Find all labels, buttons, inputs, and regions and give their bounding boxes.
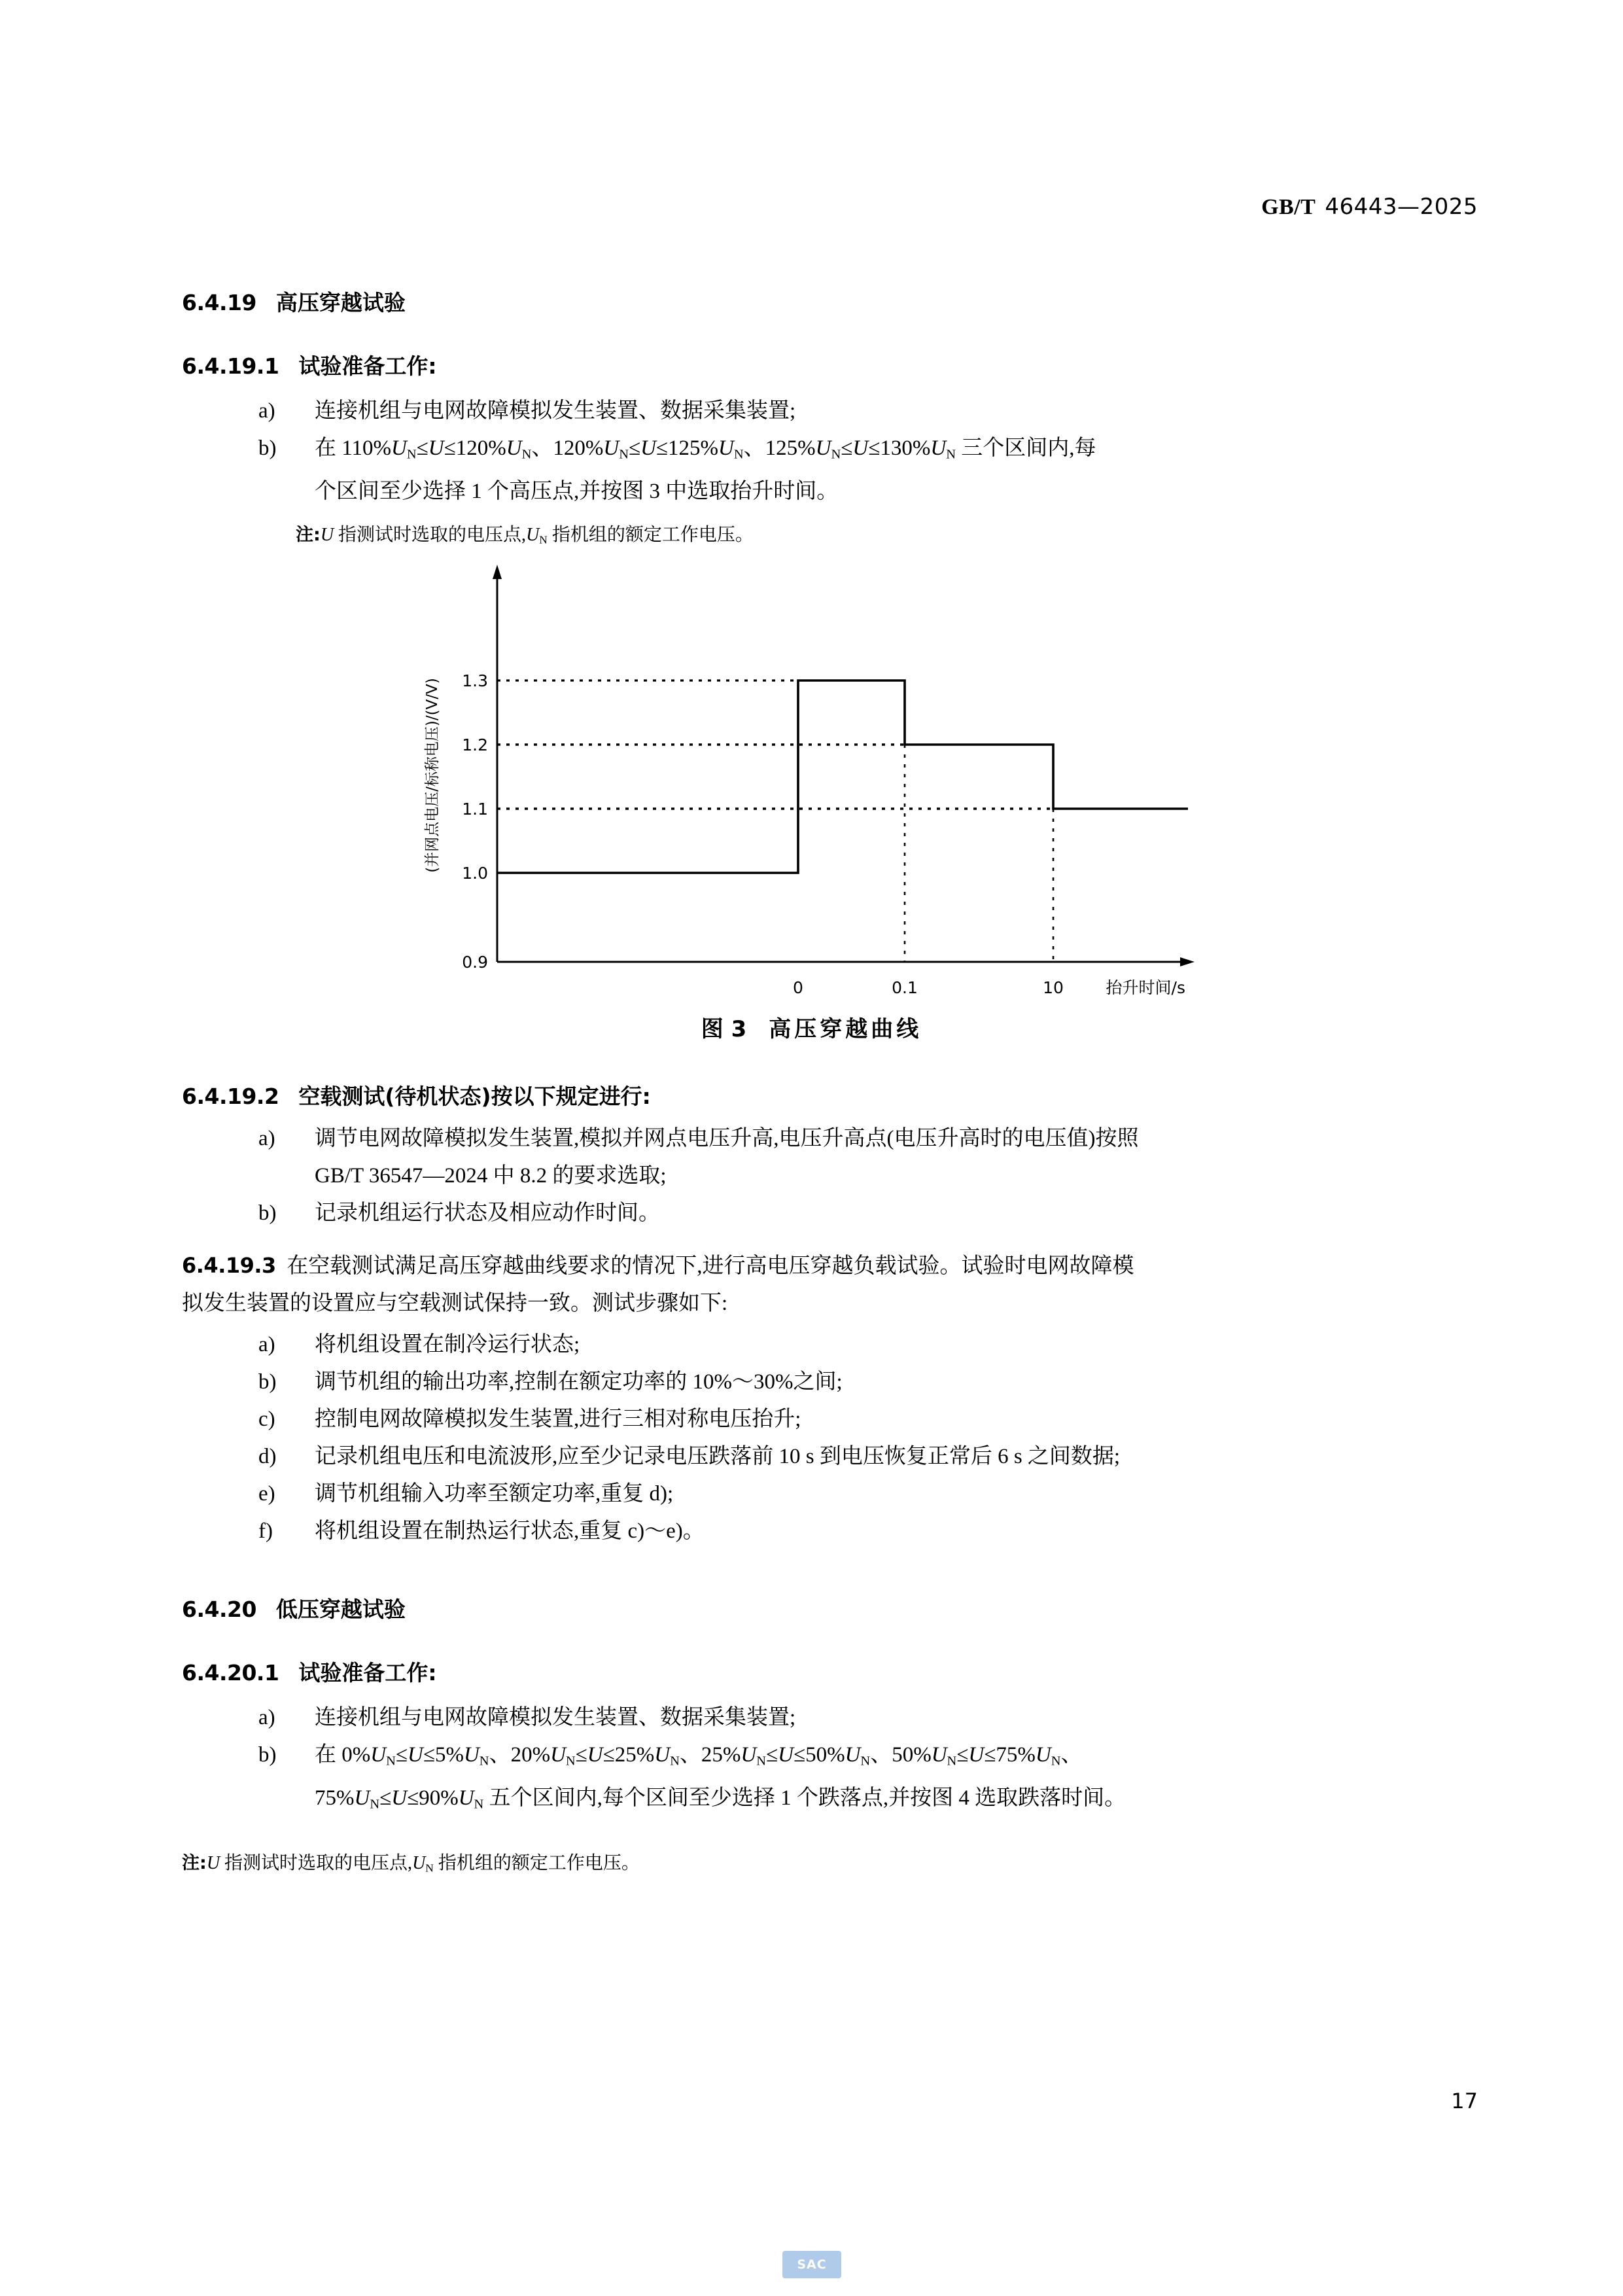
list-item — [258, 1438, 1482, 1475]
list-marker: b) — [258, 1201, 277, 1225]
list-item-text: 调节机组输入功率至额定功率,重复 d); — [315, 1482, 674, 1506]
y-axis-arrow — [493, 565, 502, 579]
list-item-text — [315, 1737, 1126, 1824]
list-item — [258, 1699, 1370, 1737]
standard-prefix: GB/T — [1261, 195, 1316, 219]
list-marker: c) — [258, 1407, 275, 1431]
list-item — [258, 1737, 1495, 1824]
list-marker: b) — [258, 1370, 277, 1394]
list-marker: b) — [258, 1743, 277, 1767]
x-axis-label: 抬升时间/s — [1106, 978, 1185, 997]
list-marker: a) — [258, 1127, 275, 1150]
list-item — [258, 1513, 1456, 1550]
note-text-2: 指机组的额定工作电压。 — [433, 1853, 640, 1873]
range-expression-lv: 在 $0\%U_N\le U\le 5\%U_N$、$20\%U_N\le U\le 25\%U_N$、$25\%U_N\le U\le 50\%U_N$、$50\%U_N\le U\le 75\%U_N$、 — [315, 1743, 1083, 1769]
clause-paragraph-6-4-19-3 — [182, 1247, 1497, 1322]
referenced-standard: GB/T 36547—2024 — [315, 1164, 488, 1188]
list-marker: b) — [258, 436, 277, 460]
list-item-text — [315, 430, 1096, 510]
figure-3-caption — [0, 1011, 1623, 1043]
list-item-text — [315, 1120, 1138, 1195]
y-tick-1-3: 1.3 — [462, 671, 488, 690]
sac-watermark-logo: SAC — [782, 2251, 841, 2278]
note-text-1: 指测试时选取的电压点, — [220, 1853, 413, 1873]
clause-heading-6-4-20 — [182, 1593, 406, 1623]
x-axis-arrow — [1180, 957, 1195, 966]
x-tick-0: 0 — [793, 978, 803, 997]
clause-number: 6.4.19.2 — [182, 1084, 279, 1109]
note-2: 注:U 指测试时选取的电压点$,U_N$ 指机组的额定工作电压。 — [182, 1853, 640, 1875]
list-marker: a) — [258, 399, 275, 423]
clause-number: 6.4.20.1 — [182, 1660, 279, 1686]
clause-title: 试验准备工作: — [298, 1660, 437, 1686]
list-marker: f) — [258, 1519, 273, 1543]
range-expression-lv-cont: $75\%U_N\le U\le 90\%U_N$ — [315, 1786, 484, 1812]
list-item-text-line2: 中 8.2 的要求选取; — [487, 1164, 667, 1188]
x-tick-10: 10 — [1043, 978, 1064, 997]
note-text-2: 指机组的额定工作电压。 — [547, 525, 754, 545]
list-item — [258, 393, 1370, 430]
list-marker: e) — [258, 1482, 275, 1506]
list-item-text: 连接机组与电网故障模拟发生装置、数据采集装置; — [315, 399, 796, 423]
list-item — [258, 1475, 1456, 1513]
page-number: 17 — [1451, 2089, 1478, 2113]
range-expression-hv: 在 $110\%U_N\le U\le 120\%U_N$、$120\%U_N\le U\le 125\%U_N$、$125\%U_N\le U\le 130\%U_N$ — [315, 436, 956, 462]
figure-number: 图 3 — [701, 1016, 747, 1042]
y-tick-0-9: 0.9 — [462, 953, 488, 972]
y-axis-label: (并网点电压/标称电压)/(V/V) — [424, 678, 441, 873]
standard-number: 46443—2025 — [1325, 194, 1478, 220]
paragraph-line2: 拟发生装置的设置应与空载测试保持一致。测试步骤如下: — [182, 1292, 728, 1315]
x-tick-0-1: 0.1 — [892, 978, 918, 997]
list-item — [258, 1195, 1370, 1232]
list-item-text: 将机组设置在制热运行状态,重复 c)～e)。 — [315, 1519, 705, 1543]
list-item-text: 连接机组与电网故障模拟发生装置、数据采集装置; — [315, 1706, 796, 1729]
list-item-text-line2: 五个区间内,每个区间至少选择 1 个跌落点,并按图 4 选取跌落时间。 — [489, 1786, 1126, 1810]
list-item-text: 记录机组运行状态及相应动作时间。 — [315, 1201, 660, 1225]
list-item-text: 将机组设置在制冷运行状态; — [315, 1333, 580, 1356]
list-item-text-line1: 调节电网故障模拟发生装置,模拟并网点电压升高,电压升高点(电压升高时的电压值)按照 — [315, 1127, 1139, 1150]
clause-title: 空载测试(待机状态)按以下规定进行: — [298, 1084, 651, 1109]
high-voltage-ride-through-curve — [406, 553, 1217, 998]
note-text-1: 指测试时选取的电压点, — [334, 525, 527, 545]
list-marker: a) — [258, 1333, 275, 1356]
clause-title: 低压穿越试验 — [275, 1597, 406, 1622]
note-label: 注: — [296, 525, 321, 545]
clause-heading-6-4-19 — [182, 286, 406, 317]
y-tick-1-0: 1.0 — [462, 864, 488, 883]
clause-heading-6-4-20-1 — [182, 1656, 437, 1687]
note-label: 注: — [182, 1853, 207, 1873]
clause-number: 6.4.20 — [182, 1597, 256, 1622]
figure-3-chart — [406, 553, 1217, 998]
y-tick-1-1: 1.1 — [462, 800, 488, 819]
list-item — [258, 1364, 1456, 1401]
y-tick-1-2: 1.2 — [462, 735, 488, 754]
clause-heading-6-4-19-1 — [182, 349, 437, 380]
clause-number: 6.4.19.3 — [182, 1253, 276, 1278]
list-item-text: 控制电网故障模拟发生装置,进行三相对称电压抬升; — [315, 1407, 801, 1431]
clause-number: 6.4.19.1 — [182, 353, 279, 379]
list-marker: a) — [258, 1706, 275, 1729]
figure-title: 高压穿越曲线 — [769, 1016, 922, 1042]
paragraph-line1: 在空载测试满足高压穿越曲线要求的情况下,进行高电压穿越负载试验。试验时电网故障模 — [287, 1254, 1134, 1278]
running-head — [1261, 194, 1478, 220]
clause-heading-6-4-19-2 — [182, 1080, 651, 1110]
clause-title: 试验准备工作: — [298, 353, 437, 379]
list-item — [258, 1401, 1456, 1438]
list-item-text: 记录机组电压和电流波形,应至少记录电压跌落前 10 s 到电压恢复正常后 6 s 之间数据; — [315, 1445, 1121, 1468]
clause-number: 6.4.19 — [182, 290, 256, 315]
note-1: 注:U 指测试时选取的电压点$,U_N$ 指机组的额定工作电压。 — [296, 525, 754, 546]
list-item — [258, 430, 1449, 510]
range-tail: 三个区间内,每 — [961, 436, 1096, 460]
list-item — [258, 1326, 1456, 1364]
list-item-text-line2: 个区间至少选择 1 个高压点,并按图 3 中选取抬升时间。 — [315, 480, 839, 504]
clause-title: 高压穿越试验 — [275, 290, 406, 315]
list-marker: d) — [258, 1445, 277, 1468]
list-item — [258, 1120, 1456, 1195]
step-curve — [497, 680, 1188, 873]
list-item-text: 调节机组的输出功率,控制在额定功率的 10%～30%之间; — [315, 1370, 843, 1394]
